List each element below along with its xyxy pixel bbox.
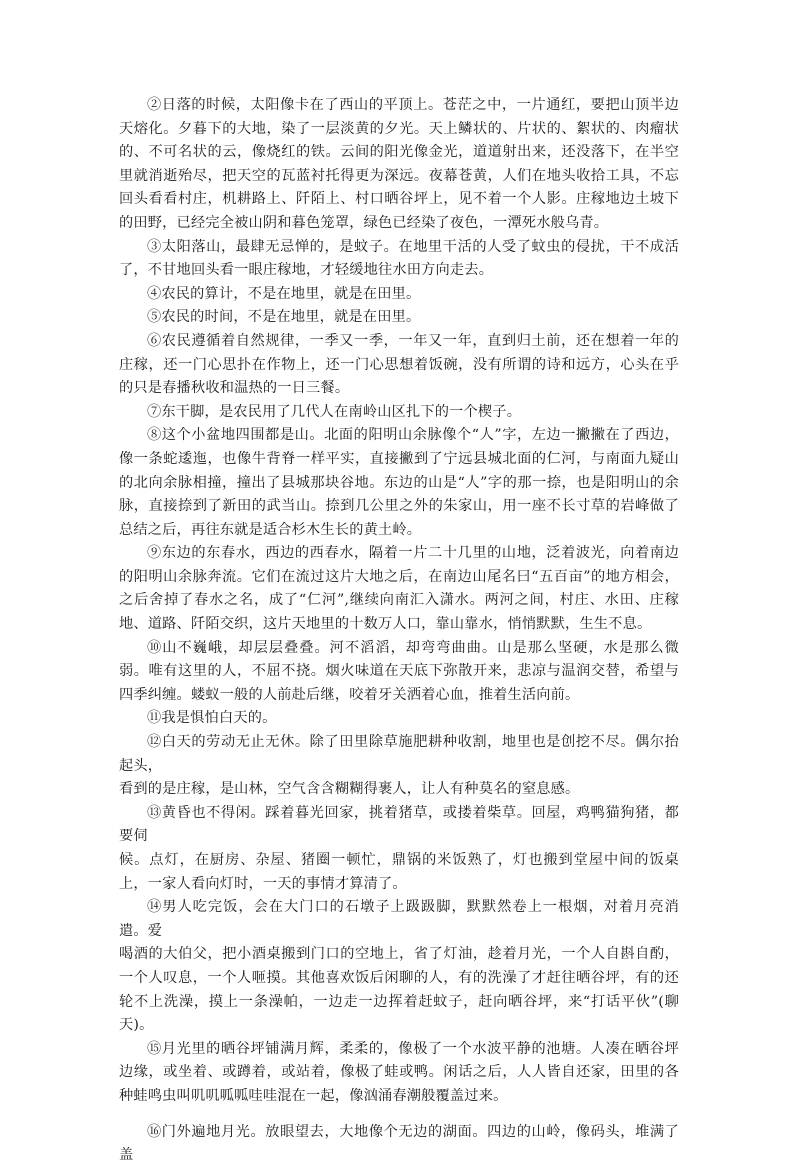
paragraph-9: ⑨东边的东春水，西边的西春水，隔着一片二十几里的山地，泛着波光，向着南边的阳明山余脉奔流。它们在流过这片大地之后，在南边山尾名曰“五百亩”的地方相会，之后舍掉了春水之名，成了“仁河”,继续向南汇入潇水。两河之间，村庄、水田、庄稼地、道路、阡陌交织，这片天地里的十数万人口，靠山靠水，悄悄默默，生生不息。	[119, 545, 679, 633]
paragraph-2: ②日落的时候，太阳像卡在了西山的平顶上。苍茫之中，一片通红，要把山顶半边天熔化。夕暮下的大地，染了一层淡黄的夕光。天上鳞状的、片状的、絮状的、肉瘤状的、不可名状的云，像烧红的铁。云间的阳光像金光，道道射出来，还没落下，在半空里就消逝殆尽，把天空的瓦蓝衬托得更为深远。夜幕苍黄，人们在地头收拾工具，不忘回头看看村庄，机耕路上、阡陌上、村口晒谷坪上，见不着一个人影。庄稼地边土坡下的田野，已经完全被山阴和暮色笼罩，绿色已经染了夜色，一潭死水般乌青。	[119, 97, 679, 231]
paragraph-4: ④农民的算计，不是在地里，就是在田里。	[147, 285, 421, 302]
paragraph-13-continued: 候。点灯，在厨房、杂屋、猪圈一顿忙，鼎锅的米饭熟了，灯也搬到堂屋中间的饭桌上，一家人看向灯时，一天的事情才算清了。	[119, 852, 679, 892]
paragraph-7: ⑦东干脚，是农民用了几代人在南岭山区扎下的一个楔子。	[147, 403, 522, 420]
paragraph-11: ⑪我是惧怕白天的。	[147, 710, 277, 727]
document-body	[119, 94, 679, 1168]
paragraph-8: ⑧这个小盆地四围都是山。北面的阳明山余脉像个“人”字，左边一撇撇在了西边，像一条蛇逶迤，也像牛背脊一样平实，直接撇到了宁远县城北面的仁河，与南面九疑山的北向余脉相撞，撞出了县城那块谷地。东边的山是“人”字的那一捺，也是阳明山的余脉，直接捺到了新田的武当山。捺到几公里之外的朱家山，用一座不长寸草的岩峰做了总结之后，再往东就是适合杉木生长的黄土岭。	[119, 427, 679, 538]
paragraph-14-continued: 喝酒的大伯父，把小酒桌搬到门口的空地上，省了灯油，趁着月光，一个人自斟自酌，一个人叹息，一个人咂摸。其他喜欢饭后闲聊的人，有的洗澡了才赶往晒谷坪，有的还轮不上洗澡，摸上一条澡帕，一边走一边挥着赶蚊子，赶向晒谷坪，来“打话平伙”(聊天)。	[119, 946, 679, 1034]
paragraph-14: ⑭男人吃完饭，会在大门口的石墩子上趿趿脚，默默然卷上一根烟，对着月亮消遣。爱	[119, 899, 679, 939]
paragraph-5: ⑤农民的时间，不是在地里，就是在田里。	[147, 309, 421, 326]
paragraph-12-continued: 看到的是庄稼，是山林，空气含含糊糊得裹人，让人有种莫名的窒息感。	[119, 781, 580, 798]
paragraph-15: ⑮月光里的晒谷坪铺满月辉，柔柔的，像极了一个水波平静的池塘。人凑在晒谷坪边缘，或坐着、或蹲着，或站着，像极了蛙或鸭。闲话之后，人人皆自还家，田里的各种蛙鸣虫叫叽叽呱呱哇哇混在一起，像汹涌春潮般覆盖过来。	[119, 1040, 679, 1104]
paragraph-13: ⑬黄昏也不得闲。踩着暮光回家，挑着猪草，或搂着柴草。回屋，鸡鸭猫狗猪，都要伺	[119, 804, 679, 845]
paragraph-12: ⑫白天的劳动无止无休。除了田里除草施肥耕种收割，地里也是创挖不尽。偶尔抬起头，	[119, 734, 679, 774]
paragraph-gap	[119, 1109, 679, 1121]
paragraph-6: ⑥农民遵循着自然规律，一季又一季，一年又一年，直到归土前，还在想着一年的庄稼，还一门心思扑在作物上，还一门心思想着饭碗，没有所谓的诗和远方，心头在乎的只是春播秋收和温热的一日三餐。	[119, 332, 679, 397]
paragraph-10: ⑩山不巍峨，却层层叠叠。河不滔滔，却弯弯曲曲。山是那么坚硬，水是那么微弱。唯有这里的人，不屈不挠。烟火味道在天底下弥散开来，悲凉与温润交替，希望与四季纠缠。蝼蚁一般的人前赴后继，咬着牙关洒着心血，推着生活向前。	[119, 639, 679, 703]
paragraph-3: ③太阳落山，最肆无忌惮的，是蚊子。在地里干活的人受了蚊虫的侵扰，干不成活了，不甘地回头看一眼庄稼地，才轻缓地往水田方向走去。	[119, 238, 679, 279]
paragraph-16: ⑯门外遍地月光。放眼望去，大地像个无边的湖面。四边的山岭，像码头，堆满了盖	[119, 1123, 679, 1164]
